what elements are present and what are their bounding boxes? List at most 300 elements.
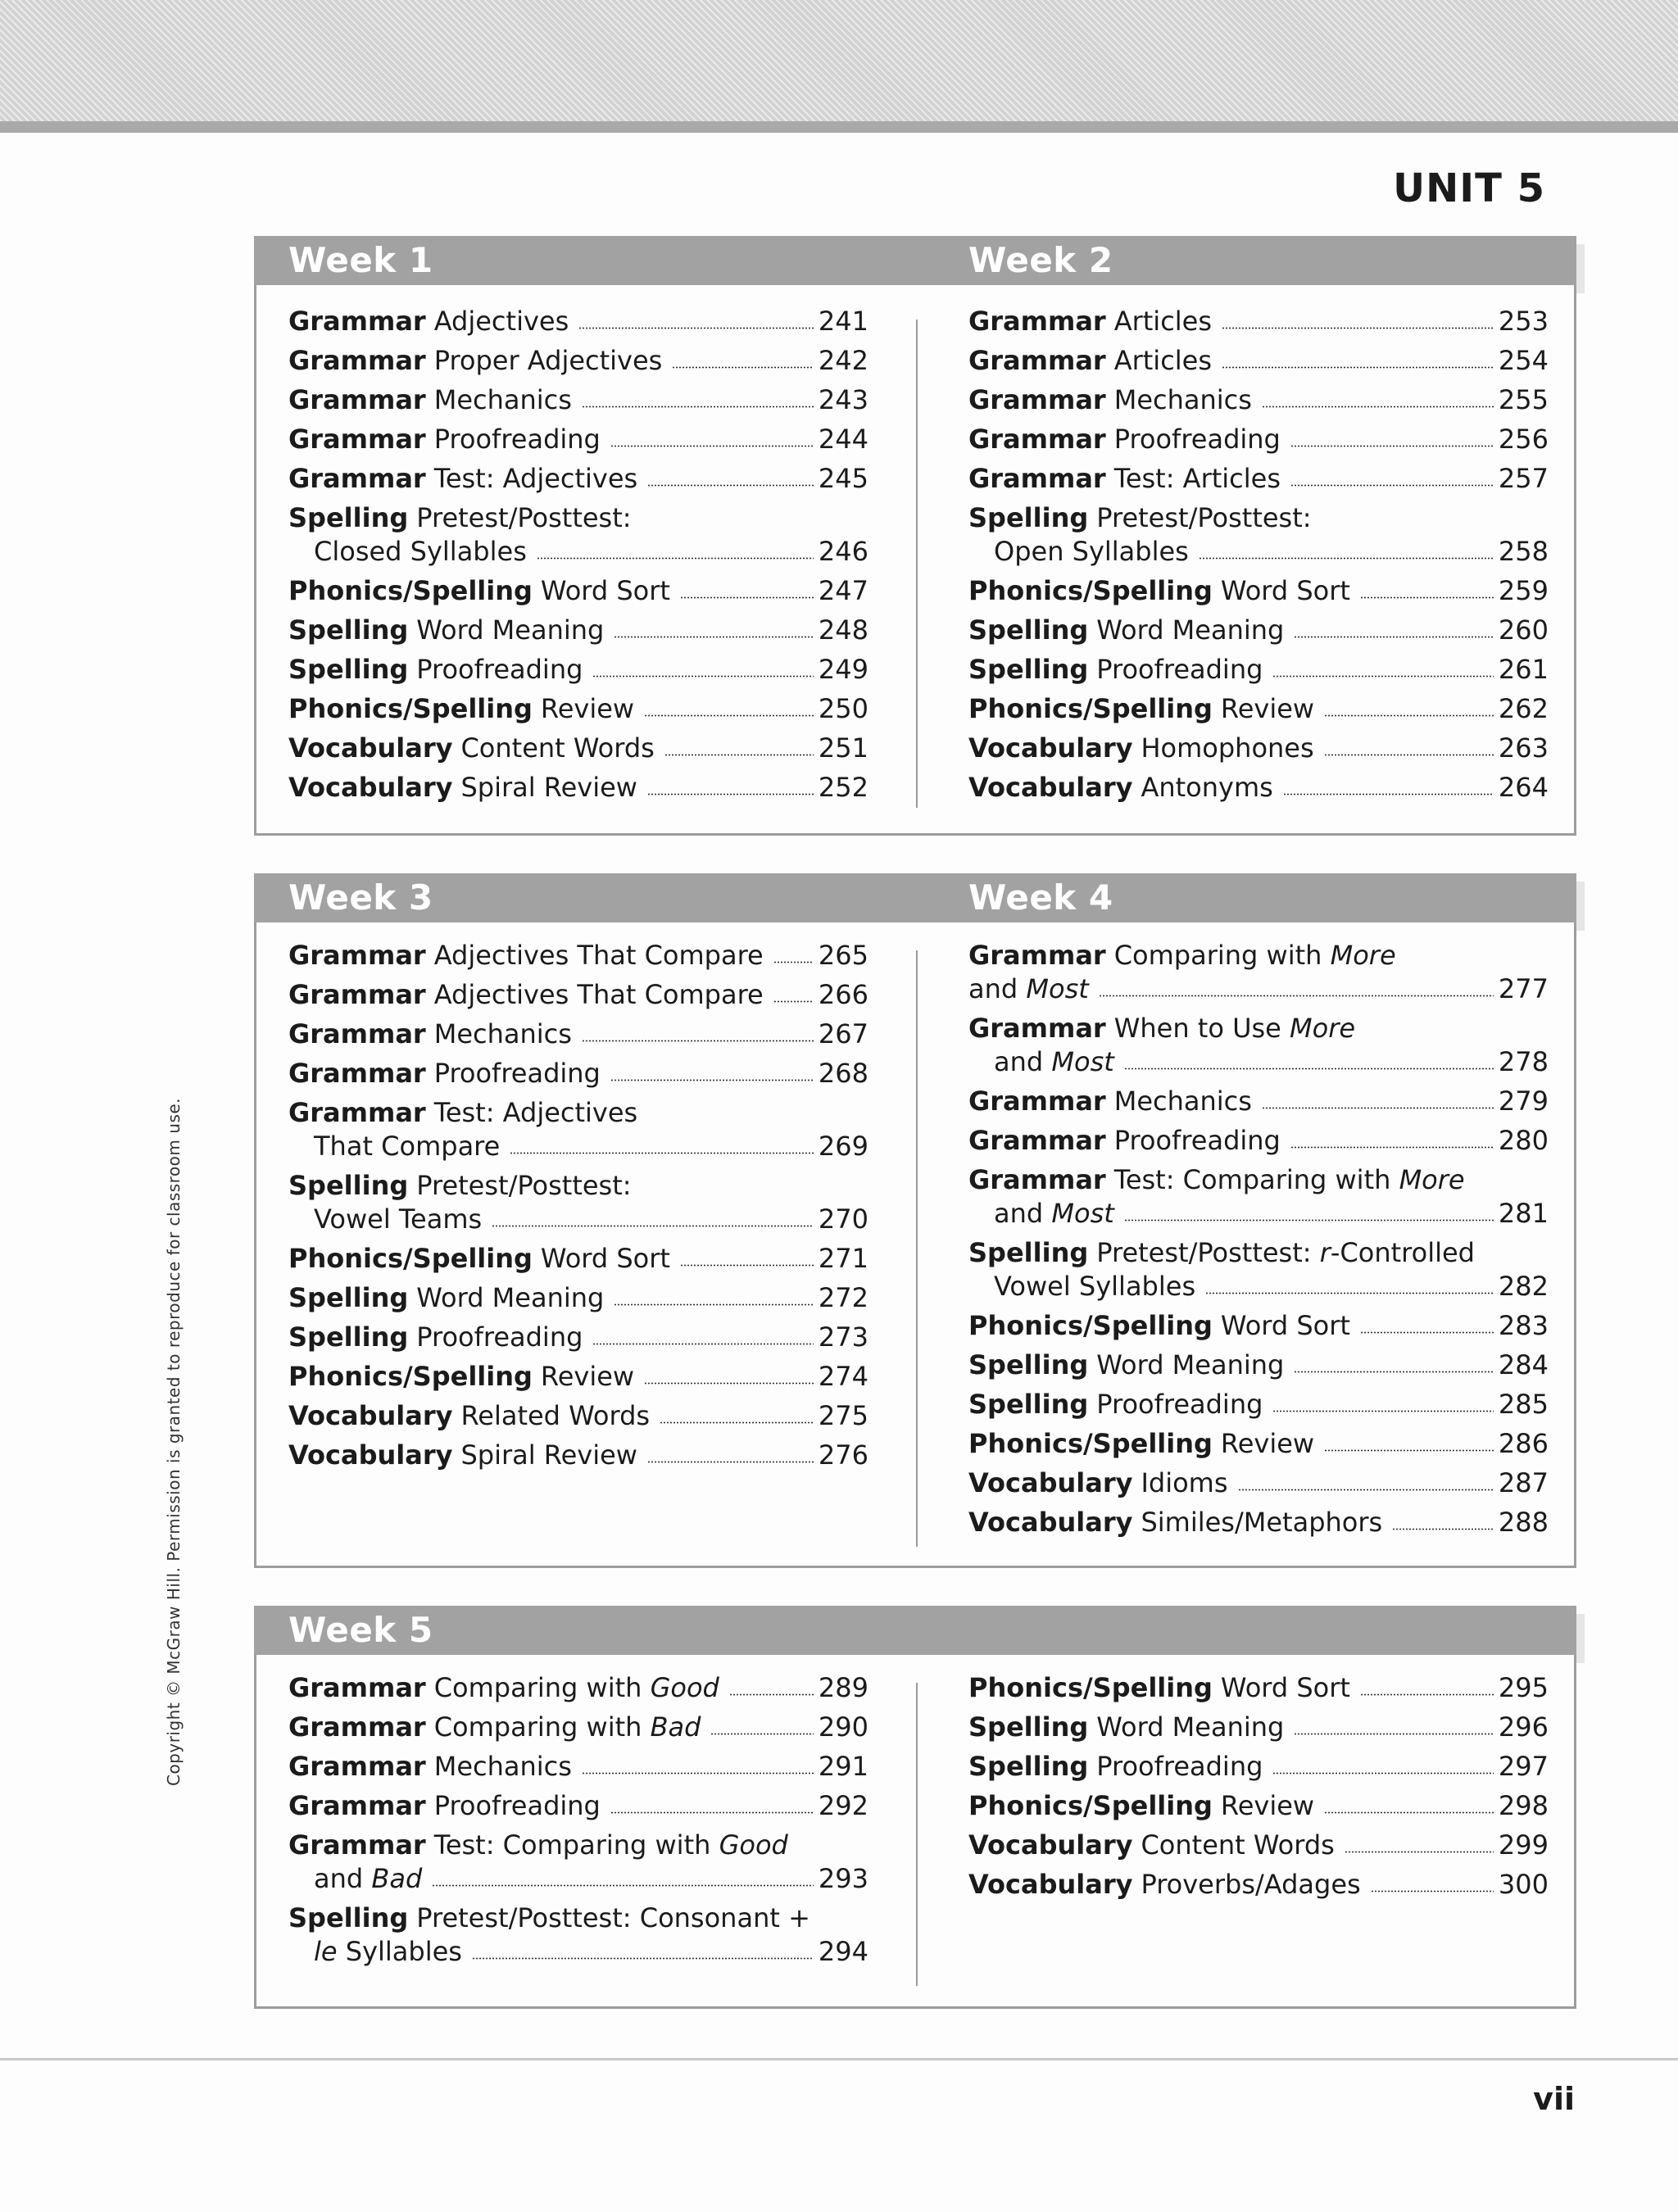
toc-title-text: Most	[1051, 1198, 1114, 1229]
toc-page-number: 271	[818, 1243, 868, 1274]
toc-entry-line	[288, 1242, 868, 1276]
week-5-list-right	[968, 1671, 1549, 1902]
toc-entry	[288, 1242, 868, 1276]
toc-page-number: 299	[1498, 1829, 1549, 1861]
toc-title-text: Proofreading	[416, 1321, 583, 1353]
section-header-bar	[254, 1606, 1576, 1655]
toc-category: Vocabulary	[968, 1869, 1133, 1900]
toc-title-text: Mechanics	[1113, 384, 1252, 415]
toc-entry	[968, 1085, 1549, 1118]
toc-entry	[288, 383, 868, 417]
dot-leader	[1360, 596, 1494, 599]
toc-category: Phonics/Spelling	[288, 1243, 533, 1274]
toc-title-text: Word Meaning	[416, 1282, 605, 1313]
toc-category: Grammar	[288, 424, 426, 455]
dot-leader	[582, 1772, 814, 1775]
toc-title-text: Closed Syllables	[314, 536, 527, 567]
toc-title-text: Proofreading	[1113, 424, 1281, 455]
toc-entry	[968, 653, 1549, 687]
dot-leader	[1199, 557, 1494, 560]
toc-title-text: Word Meaning	[1096, 1349, 1285, 1380]
dot-leader	[1262, 406, 1494, 408]
toc-entry-line	[288, 1935, 868, 1969]
toc-entry	[968, 1236, 1549, 1303]
dot-leader	[1283, 793, 1494, 796]
toc-entry-line	[968, 1163, 1549, 1197]
toc-title-text: Content Words	[1141, 1829, 1335, 1861]
toc-title-text: Content Words	[460, 732, 655, 764]
toc-title-text: Homophones	[1141, 732, 1314, 764]
dot-leader	[610, 445, 814, 447]
toc-category: Grammar	[288, 384, 426, 415]
toc-title-text: r	[1319, 1237, 1331, 1268]
toc-entry-line	[968, 1124, 1549, 1158]
toc-title-text: Proofreading	[1113, 1125, 1281, 1156]
toc-category: Grammar	[288, 1097, 426, 1128]
toc-entry-line	[288, 1711, 868, 1744]
dot-leader	[1272, 1772, 1494, 1775]
toc-page-number: 264	[1498, 772, 1549, 803]
toc-entry	[968, 574, 1549, 608]
toc-category: Grammar	[968, 384, 1106, 415]
dot-leader	[592, 675, 814, 678]
toc-entry-line	[288, 1203, 868, 1236]
toc-entry	[968, 1466, 1549, 1500]
section-header-bar	[254, 236, 1576, 285]
dot-leader	[1392, 1528, 1494, 1530]
toc-page-number: 287	[1498, 1467, 1549, 1498]
toc-entry-line	[288, 1096, 868, 1130]
header-pattern-band	[0, 0, 1678, 121]
toc-entry	[288, 978, 868, 1012]
toc-page-number: 268	[818, 1058, 868, 1089]
toc-entry	[968, 1388, 1549, 1421]
toc-title-text: Vowel Syllables	[994, 1271, 1196, 1302]
dot-leader	[592, 1343, 814, 1345]
toc-title-text: and	[968, 973, 1027, 1004]
toc-entry	[288, 1671, 868, 1705]
toc-category: Phonics/Spelling	[968, 693, 1213, 724]
toc-page-number: 256	[1498, 424, 1549, 455]
toc-entry	[968, 771, 1549, 805]
week-3-list	[288, 939, 868, 1472]
toc-title-text: Mechanics	[433, 1751, 572, 1782]
toc-category: Vocabulary	[968, 1467, 1133, 1498]
toc-entry-line	[968, 771, 1549, 805]
toc-entry-line	[288, 939, 868, 972]
toc-title-text: Articles	[1113, 345, 1213, 376]
week-4-heading: Week 4	[968, 877, 1113, 918]
toc-page-number: 297	[1498, 1751, 1549, 1782]
toc-page-number: 242	[818, 345, 868, 376]
dot-leader	[773, 961, 814, 963]
toc-title-text: More	[1290, 1013, 1356, 1044]
toc-entry	[288, 692, 868, 726]
toc-entry	[288, 1711, 868, 1744]
toc-entry	[968, 1711, 1549, 1744]
toc-page-number: 241	[818, 306, 868, 337]
toc-entry-line	[288, 1360, 868, 1394]
toc-page-number: 267	[818, 1018, 868, 1049]
toc-entry	[288, 462, 868, 496]
toc-entry-line	[288, 1789, 868, 1823]
toc-entry	[288, 574, 868, 608]
toc-title-text: Proper Adjectives	[433, 345, 663, 376]
toc-title-text: Similes/Metaphors	[1141, 1507, 1383, 1538]
toc-title-text: Test: Adjectives	[433, 463, 638, 494]
toc-entry-line	[288, 732, 868, 765]
toc-entry-line	[968, 1671, 1549, 1705]
dot-leader	[729, 1693, 814, 1696]
toc-entry-line	[968, 732, 1549, 765]
dot-leader	[1262, 1107, 1494, 1109]
toc-title-text: Test: Comparing with	[1113, 1164, 1399, 1195]
toc-entry	[968, 1789, 1549, 1823]
dot-leader	[680, 1264, 814, 1267]
toc-entry	[968, 732, 1549, 765]
toc-entry	[288, 1789, 868, 1823]
toc-entry-line	[968, 1388, 1549, 1421]
toc-entry	[968, 1750, 1549, 1784]
toc-title-text: Pretest/Posttest:	[416, 1170, 632, 1201]
toc-entry	[288, 1281, 868, 1315]
section-weeks-3-4	[254, 873, 1576, 1568]
toc-title-text: Pretest/Posttest:	[1096, 502, 1312, 533]
toc-category: Grammar	[968, 1086, 1106, 1117]
toc-title-text: Review	[1220, 1428, 1315, 1459]
toc-title-text: More	[1330, 940, 1396, 971]
toc-page-number: 244	[818, 424, 868, 455]
toc-title-text: Idioms	[1141, 1467, 1228, 1498]
toc-title-text: Antonyms	[1141, 772, 1273, 803]
toc-category: Spelling	[968, 1389, 1089, 1420]
toc-entry-line	[288, 1130, 868, 1163]
toc-category: Grammar	[968, 1125, 1106, 1156]
toc-entry-line	[968, 383, 1549, 417]
toc-category: Grammar	[968, 1013, 1106, 1044]
toc-category: Vocabulary	[288, 772, 453, 803]
toc-page-number: 250	[818, 693, 868, 724]
toc-entry-line	[968, 1236, 1549, 1270]
week-5-heading: Week 5	[288, 1610, 433, 1650]
toc-entry	[968, 939, 1549, 1006]
toc-entry-line	[968, 574, 1549, 608]
toc-title-text: Proofreading	[1096, 1751, 1263, 1782]
dot-leader	[1290, 484, 1494, 487]
toc-page-number: 275	[818, 1400, 868, 1431]
dot-leader	[644, 714, 814, 717]
dot-leader	[510, 1152, 814, 1154]
toc-title-text: Review	[1220, 1790, 1315, 1821]
dot-leader	[644, 1382, 814, 1385]
toc-entry	[968, 1868, 1549, 1902]
toc-title-text: Good	[650, 1672, 719, 1703]
unit-title: UNIT 5	[1393, 165, 1545, 211]
toc-category: Grammar	[968, 424, 1106, 455]
toc-entry-line	[968, 423, 1549, 456]
toc-entry	[288, 1829, 868, 1896]
toc-title-text: Comparing with	[433, 1711, 651, 1743]
toc-entry	[288, 614, 868, 647]
header-rule	[0, 121, 1678, 133]
toc-category: Spelling	[968, 654, 1089, 685]
week-3-heading: Week 3	[288, 877, 433, 918]
toc-page-number: 292	[818, 1790, 868, 1821]
toc-page-number: 277	[1498, 973, 1549, 1004]
dot-leader	[1290, 1146, 1494, 1149]
toc-entry	[288, 1439, 868, 1472]
toc-entry-line	[968, 1711, 1549, 1744]
toc-entry-line	[968, 1868, 1549, 1902]
toc-entry-line	[968, 692, 1549, 726]
toc-title-text: and	[994, 1198, 1052, 1229]
dot-leader	[1345, 1851, 1494, 1853]
toc-category: Grammar	[288, 463, 426, 494]
toc-page-number: 252	[818, 772, 868, 803]
toc-title-text: Word Sort	[540, 575, 670, 606]
toc-title-text: Good	[719, 1829, 788, 1861]
toc-page-number: 296	[1498, 1711, 1549, 1743]
toc-entry-line	[288, 771, 868, 805]
toc-entry	[968, 383, 1549, 417]
toc-entry	[968, 1163, 1549, 1231]
toc-category: Spelling	[968, 1751, 1089, 1782]
toc-page-number: 257	[1498, 463, 1549, 494]
toc-entry	[288, 423, 868, 456]
dot-leader	[680, 596, 814, 599]
toc-page-number: 253	[1498, 306, 1549, 337]
toc-title-text: Review	[1220, 693, 1315, 724]
toc-entry-line	[288, 1439, 868, 1472]
toc-page-number: 263	[1498, 732, 1549, 764]
toc-category: Vocabulary	[968, 772, 1133, 803]
dot-leader	[1371, 1890, 1494, 1892]
week-1-list	[288, 305, 868, 805]
toc-entry	[288, 1169, 868, 1236]
toc-page-number: 255	[1498, 384, 1549, 415]
toc-page-number: 272	[818, 1282, 868, 1313]
toc-title-text: More	[1399, 1164, 1465, 1195]
toc-page-number: 262	[1498, 693, 1549, 724]
dot-leader	[537, 557, 814, 560]
dot-leader	[1124, 1219, 1494, 1222]
toc-page-number: 269	[818, 1131, 868, 1162]
toc-title-text: Proofreading	[1096, 654, 1263, 685]
dot-leader	[1290, 445, 1494, 447]
toc-page-number: 258	[1498, 536, 1549, 567]
dot-leader	[610, 1079, 814, 1081]
dot-leader	[672, 366, 814, 369]
toc-category: Grammar	[288, 1711, 426, 1743]
toc-entry-line	[968, 1789, 1549, 1823]
dot-leader	[1222, 366, 1494, 369]
toc-category: Phonics/Spelling	[288, 693, 533, 724]
dot-leader	[773, 1000, 814, 1003]
toc-category: Phonics/Spelling	[968, 1310, 1213, 1341]
toc-page-number: 293	[818, 1863, 868, 1894]
toc-page-number: 281	[1498, 1198, 1549, 1229]
toc-entry-line	[968, 1045, 1549, 1079]
toc-entry-line	[968, 1309, 1549, 1343]
toc-entry	[968, 305, 1549, 338]
week-5-list-left	[288, 1671, 868, 1969]
toc-title-text: Word Sort	[540, 1243, 670, 1274]
toc-title-text: Review	[540, 1361, 635, 1392]
toc-title-text: Spiral Review	[460, 1439, 637, 1471]
toc-category: Spelling	[288, 654, 409, 685]
toc-entry-line	[968, 1012, 1549, 1045]
toc-category: Spelling	[968, 614, 1089, 646]
toc-page-number: 290	[818, 1711, 868, 1743]
toc-entry-line	[288, 1902, 868, 1935]
toc-page-number: 276	[818, 1439, 868, 1471]
toc-title-text: Word Sort	[1220, 1310, 1350, 1341]
toc-page-number: 259	[1498, 575, 1549, 606]
toc-page-number: 279	[1498, 1086, 1549, 1117]
toc-page-number: 289	[818, 1672, 868, 1703]
toc-entry-line	[968, 1466, 1549, 1500]
toc-entry-line	[288, 305, 868, 338]
week-2-heading: Week 2	[968, 240, 1113, 280]
week-2-list	[968, 305, 1549, 805]
toc-category: Vocabulary	[288, 1439, 453, 1471]
toc-title-text: Related Words	[460, 1400, 651, 1431]
toc-category: Spelling	[288, 1170, 409, 1201]
toc-title-text: That Compare	[314, 1131, 501, 1162]
toc-category: Spelling	[288, 1282, 409, 1313]
toc-entry-line	[968, 1750, 1549, 1784]
toc-entry-line	[288, 1169, 868, 1203]
dot-leader	[1324, 1811, 1494, 1814]
toc-entry	[288, 305, 868, 338]
toc-entry-line	[288, 614, 868, 647]
dot-leader	[1124, 1067, 1494, 1070]
toc-title-text: Most	[1051, 1046, 1114, 1077]
toc-entry	[968, 692, 1549, 726]
toc-entry-line	[288, 1057, 868, 1090]
toc-page-number: 245	[818, 463, 868, 494]
toc-title-text: Mechanics	[433, 1018, 572, 1049]
toc-entry-line	[288, 1018, 868, 1051]
toc-category: Grammar	[288, 1058, 426, 1089]
toc-category: Vocabulary	[968, 732, 1133, 764]
toc-page-number: 261	[1498, 654, 1549, 685]
toc-entry-line	[968, 1829, 1549, 1862]
dot-leader	[647, 793, 814, 796]
toc-page-number: 254	[1498, 345, 1549, 376]
dot-leader	[614, 636, 814, 638]
toc-entry-line	[288, 423, 868, 456]
toc-title-text: Adjectives That Compare	[433, 979, 764, 1010]
toc-entry-line	[288, 1321, 868, 1354]
toc-title-text: Word Sort	[1220, 575, 1350, 606]
toc-category: Spelling	[968, 1711, 1089, 1743]
dot-leader	[710, 1733, 813, 1735]
toc-title-text: Test: Articles	[1113, 463, 1281, 494]
toc-category: Vocabulary	[288, 1400, 453, 1431]
toc-category: Grammar	[288, 1829, 426, 1861]
toc-title-text: Review	[540, 693, 635, 724]
toc-title-text: and	[994, 1046, 1052, 1077]
toc-title-text: Test: Comparing with	[433, 1829, 719, 1861]
toc-entry	[288, 1321, 868, 1354]
dot-leader	[1324, 714, 1494, 717]
toc-category: Grammar	[968, 463, 1106, 494]
toc-entry	[968, 1829, 1549, 1862]
toc-entry-line	[288, 383, 868, 417]
toc-category: Grammar	[288, 345, 426, 376]
toc-entry-line	[968, 939, 1549, 972]
column-divider	[916, 1683, 918, 1986]
toc-entry	[288, 939, 868, 972]
dot-leader	[1294, 1371, 1494, 1373]
toc-title-text: -Controlled	[1330, 1237, 1475, 1268]
toc-title-text: Proofreading	[433, 1790, 601, 1821]
toc-title-text: Most	[1026, 973, 1089, 1004]
toc-entry	[968, 614, 1549, 647]
toc-title-text: Open Syllables	[994, 536, 1189, 567]
dot-leader	[660, 1421, 814, 1424]
toc-category: Phonics/Spelling	[968, 1428, 1213, 1459]
toc-title-text: le	[314, 1936, 338, 1967]
section-weeks-1-2	[254, 236, 1576, 836]
toc-entry	[288, 1750, 868, 1784]
dot-leader	[614, 1303, 814, 1306]
dot-leader	[647, 1461, 814, 1463]
toc-entry-line	[288, 1281, 868, 1315]
dot-leader	[1324, 754, 1494, 756]
toc-category: Vocabulary	[968, 1507, 1133, 1538]
toc-entry-line	[968, 1427, 1549, 1461]
toc-page-number: 300	[1498, 1869, 1549, 1900]
week-4-list	[968, 939, 1549, 1539]
toc-page-number: 286	[1498, 1428, 1549, 1459]
toc-page-number: 280	[1498, 1125, 1549, 1156]
toc-entry-line	[968, 1506, 1549, 1539]
toc-entry	[288, 1018, 868, 1051]
toc-category: Spelling	[968, 502, 1089, 533]
dot-leader	[432, 1884, 814, 1887]
toc-entry-line	[968, 1197, 1549, 1231]
toc-page-number: 298	[1498, 1790, 1549, 1821]
toc-category: Phonics/Spelling	[968, 1672, 1213, 1703]
dot-leader	[1360, 1693, 1494, 1696]
toc-title-text: Comparing with	[433, 1672, 651, 1703]
toc-title-text: When to Use	[1113, 1013, 1290, 1044]
toc-category: Vocabulary	[288, 732, 453, 764]
toc-page-number: 291	[818, 1751, 868, 1782]
toc-entry	[968, 1427, 1549, 1461]
toc-entry-line	[288, 1399, 868, 1433]
toc-title-text: Spiral Review	[460, 772, 637, 803]
page-number: vii	[1533, 2081, 1575, 2117]
toc-entry-line	[968, 305, 1549, 338]
toc-entry	[288, 732, 868, 765]
toc-page-number: 251	[818, 732, 868, 764]
toc-entry	[288, 1399, 868, 1433]
toc-title-text: Comparing with	[1113, 940, 1331, 971]
toc-page-number: 273	[818, 1321, 868, 1353]
toc-title-text: Pretest/Posttest:	[416, 502, 632, 533]
toc-title-text: Word Meaning	[416, 614, 605, 646]
dot-leader	[610, 1811, 814, 1814]
toc-page-number: 278	[1498, 1046, 1549, 1077]
toc-page-number: 284	[1498, 1349, 1549, 1380]
dot-leader	[647, 484, 814, 487]
dot-leader	[664, 754, 814, 756]
toc-category: Grammar	[968, 940, 1106, 971]
dot-leader	[472, 1957, 814, 1960]
